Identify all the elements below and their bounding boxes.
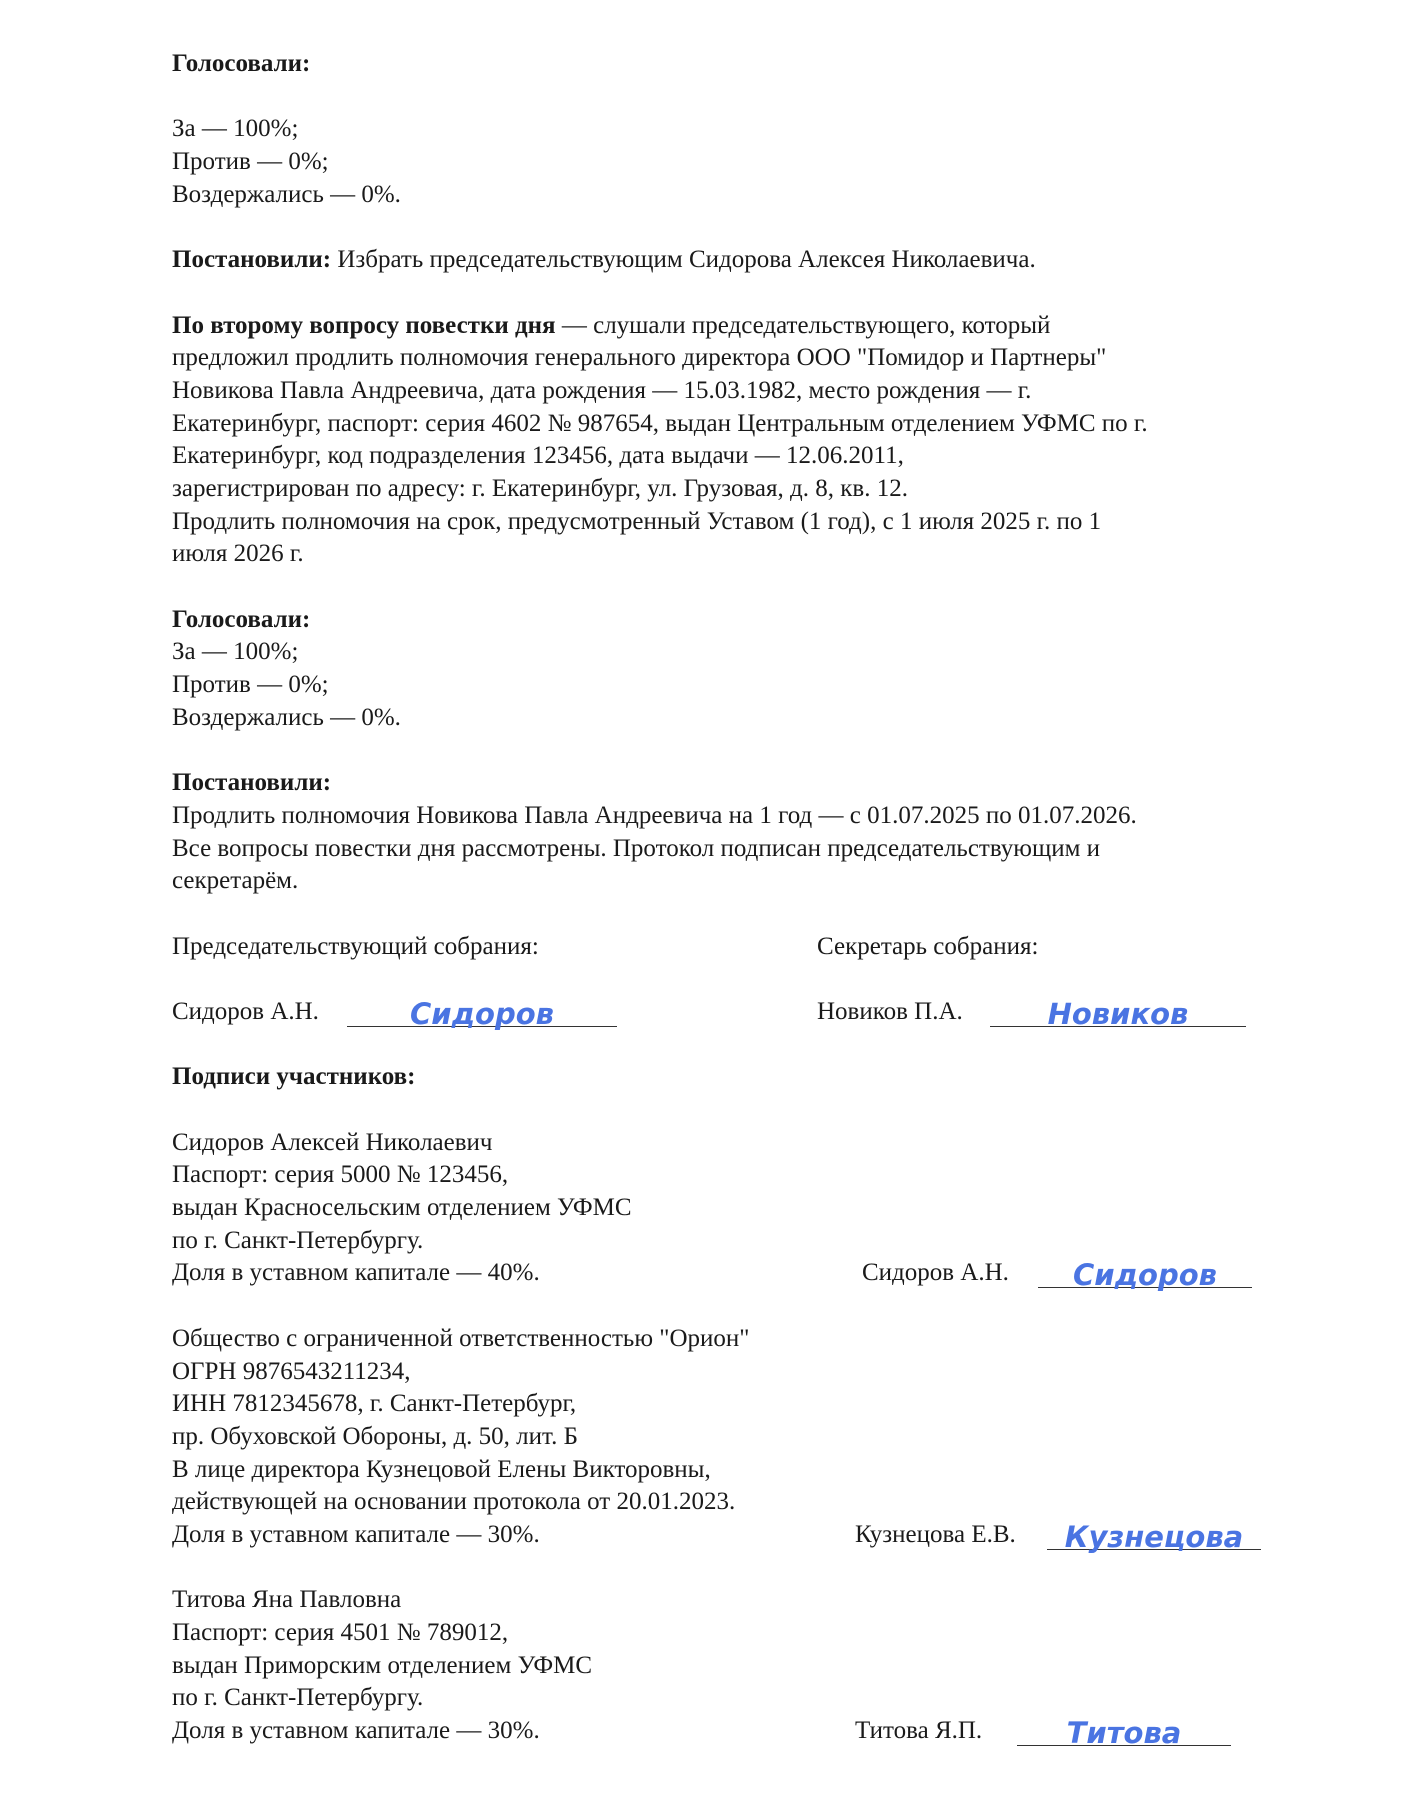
chair-title: Председательствующий собрания:: [172, 932, 539, 960]
resolution-line: Все вопросы повестки дня рассмотрены. Протокол подписан председательствующим и: [172, 834, 1101, 862]
participant-line: выдан Красносельским отделением УФМС: [172, 1194, 632, 1222]
question2-line: Новикова Павла Андреевича, дата рождения — 15.03.1982, место рождения — г.: [172, 376, 1032, 404]
secretary-signature-line: [990, 996, 1246, 1031]
participant-line: Паспорт: серия 5000 № 123456,: [172, 1161, 509, 1189]
question2-line: [172, 310, 1312, 343]
chair-name: Сидоров А.Н.: [172, 997, 319, 1025]
question2-line: Екатеринбург, код подразделения 123456, дата выдачи — 12.06.2011,: [172, 442, 904, 470]
resolution-first: [172, 244, 1312, 277]
participant-signature-line: [1047, 1519, 1261, 1554]
participant-block: [172, 1323, 1312, 1552]
resolution-line: Продлить полномочия Новикова Павла Андреевича на 1 год — с 01.07.2025 по 01.07.2026.: [172, 801, 1137, 829]
participant-line: ИНН 7812345678, г. Санкт-Петербург,: [172, 1390, 577, 1418]
spacer: [172, 898, 1312, 931]
secretary-title: Секретарь собрания:: [817, 932, 1039, 960]
chair-signature: Сидоров: [410, 996, 554, 1031]
participant-signature: Сидоров: [1073, 1258, 1217, 1293]
participant-line: Общество с ограниченной ответственностью "Орион": [172, 1324, 750, 1352]
spacer: [172, 277, 1312, 310]
participant-line: выдан Приморским отделением УФМС: [172, 1651, 593, 1679]
participant-line: ОГРН 9876543211234,: [172, 1357, 411, 1385]
participant-signature: Кузнецова: [1064, 1519, 1244, 1554]
participant-signature-block: [855, 1519, 1244, 1554]
spacer: [172, 1029, 1312, 1062]
question2-line: Продлить полномочия на срок, предусмотренный Уставом (1 год), с 1 июля 2025 г. по 1: [172, 507, 1102, 535]
spacer: [172, 1552, 1312, 1585]
participant-line: действующей на основании протокола от 20.01.2023.: [172, 1488, 736, 1516]
resolution-label: Постановили:: [172, 769, 332, 797]
participant-line: по г. Санкт-Петербургу.: [172, 1226, 424, 1254]
participant-sign-name: Сидоров А.Н.: [862, 1259, 1009, 1287]
document-page: [172, 48, 1312, 1751]
participant-line: В лице директора Кузнецовой Елены Викторовны,: [172, 1455, 711, 1483]
participant-line: Паспорт: серия 4501 № 789012,: [172, 1619, 509, 1646]
participant-signature-block: [862, 1257, 1217, 1293]
participant-block: [172, 1127, 1312, 1293]
vote-for: За — 100%;: [172, 115, 299, 143]
spacer: [172, 963, 1312, 996]
spacer: [172, 734, 1312, 767]
question2-label: По второму вопросу повестки дня: [172, 311, 556, 339]
participant-sign-name: Титова Я.П.: [855, 1717, 983, 1745]
vote-against: Против — 0%;: [172, 148, 329, 176]
participant-line: Доля в уставном капитале — 30%.: [172, 1520, 540, 1548]
vote-abstained: Воздержались — 0%.: [172, 703, 401, 731]
resolution-text: Избрать председательствующим Сидорова Алексея Николаевича.: [331, 246, 1036, 274]
resolution-label: Постановили:: [172, 246, 332, 274]
voting-heading: Голосовали:: [172, 605, 311, 633]
participant-signature-line: [1017, 1715, 1231, 1751]
spacer: [172, 211, 1312, 244]
resolution-line: секретарём.: [172, 867, 299, 895]
signature-names-row: [172, 996, 1312, 1029]
spacer: [172, 1094, 1312, 1127]
vote-for: За — 100%;: [172, 638, 299, 666]
chair-signature-line: [347, 996, 617, 1031]
participant-line: Доля в уставном капитале — 40%.: [172, 1259, 540, 1287]
participant-line: по г. Санкт-Петербургу.: [172, 1684, 424, 1712]
signature-titles-row: [172, 931, 1312, 964]
secretary-signature: Новиков: [1047, 996, 1189, 1031]
participant-line: Сидоров Алексей Николаевич: [172, 1128, 493, 1156]
participant-line: пр. Обуховской Обороны, д. 50, лит. Б: [172, 1422, 578, 1450]
question2-line: предложил продлить полномочия генерального директора ООО "Помидор и Партнеры": [172, 344, 1107, 372]
participant-signature: Титова: [1066, 1716, 1182, 1751]
participant-signature-line: [1038, 1257, 1252, 1293]
spacer: [172, 1290, 1312, 1323]
participants-heading: Подписи участников:: [172, 1063, 416, 1091]
secretary-name: Новиков П.А.: [817, 997, 963, 1025]
participant-sign-name: Кузнецова Е.В.: [855, 1520, 1016, 1548]
participant-signature-block: [855, 1715, 1182, 1751]
question2-text: — слушали председательствующего, который: [555, 311, 1051, 339]
spacer: [172, 571, 1312, 604]
vote-against: Против — 0%;: [172, 671, 329, 699]
question2-line: Екатеринбург, паспорт: серия 4602 № 987654, выдан Центральным отделением УФМС по г.: [172, 409, 1148, 437]
question2-line: июля 2026 г.: [172, 540, 304, 568]
participant-block: [172, 1584, 1312, 1751]
spacer: [172, 81, 1312, 114]
question2-line: зарегистрирован по адресу: г. Екатеринбург, ул. Грузовая, д. 8, кв. 12.: [172, 474, 908, 502]
vote-abstained: Воздержались — 0%.: [172, 180, 401, 208]
participant-line: Титова Яна Павловна: [172, 1586, 402, 1614]
participant-line: Доля в уставном капитале — 30%.: [172, 1717, 540, 1745]
voting-heading: Голосовали:: [172, 50, 311, 77]
